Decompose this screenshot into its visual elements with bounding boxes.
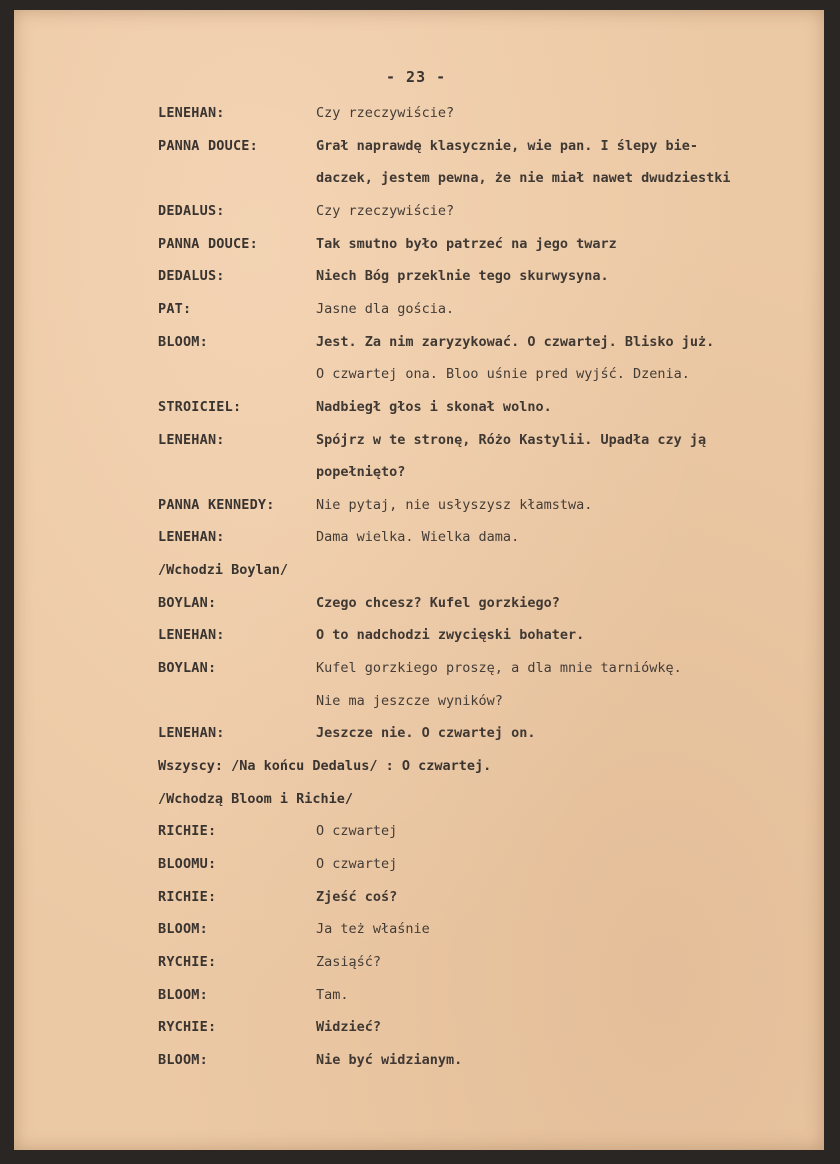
speaker-name: DEDALUS: <box>158 202 225 219</box>
typescript-page <box>14 10 824 1150</box>
dialogue-line: Widzieć? <box>316 1019 382 1036</box>
dialogue-line: O czwartej <box>316 855 398 872</box>
dialogue-line: Nie pytaj, nie usłyszysz kłamstwa. <box>316 496 593 513</box>
speaker-name: RYCHIE: <box>158 953 217 970</box>
speaker-name: LENEHAN: <box>158 529 225 546</box>
dialogue-line: O czwartej <box>316 823 398 840</box>
dialogue-line: Jest. Za nim zaryzykować. O czwartej. Blisko już. <box>316 333 715 350</box>
speaker-name: BLOOM: <box>158 1051 208 1068</box>
speaker-name: BOYLAN: <box>158 594 217 611</box>
dialogue-line: O czwartej ona. Bloo uśnie pred wyjść. Dzenia. <box>316 366 690 383</box>
page-number: - 23 - <box>386 68 447 86</box>
dialogue-line: Grał naprawdę klasycznie, wie pan. I ślepy bie- <box>316 137 699 154</box>
speaker-name: DEDALUS: <box>158 268 225 285</box>
dialogue-line: Jasne dla gościa. <box>316 300 455 317</box>
dialogue-line: Zjeść coś? <box>316 888 398 905</box>
dialogue-line: Ja też właśnie <box>316 921 430 938</box>
dialogue-line: Tak smutno było patrzeć na jego twarz <box>316 235 617 252</box>
speaker-name: PAT: <box>158 300 192 317</box>
dialogue-line: Kufel gorzkiego proszę, a dla mnie tarniówkę. <box>316 660 682 677</box>
dialogue-line: Spójrz w te stronę, Różo Kastylii. Upadła czy ją <box>316 431 707 448</box>
speaker-name: RICHIE: <box>158 888 217 905</box>
speaker-name: BLOOM: <box>158 333 208 350</box>
dialogue-line: Tam. <box>316 986 349 1003</box>
stage-direction: /Wchodzą Bloom i Richie/ <box>158 790 354 807</box>
speaker-name: RICHIE: <box>158 823 217 840</box>
dialogue-line: daczek, jestem pewna, że nie miał nawet dwudziestki <box>316 170 731 187</box>
dialogue-line: Zasiąść? <box>316 953 382 970</box>
dialogue-line: Niech Bóg przeklnie tego skurwysyna. <box>316 268 609 285</box>
dialogue-line: Czy rzeczywiście? <box>316 105 455 121</box>
dialogue-line: Nie ma jeszcze wyników? <box>316 692 503 709</box>
speaker-name: LENEHAN: <box>158 431 225 448</box>
speaker-name: LENEHAN: <box>158 725 225 742</box>
speaker-name: BLOOM: <box>158 986 208 1003</box>
speaker-name: RYCHIE: <box>158 1019 217 1036</box>
speaker-name: BOYLAN: <box>158 660 217 677</box>
speaker-name: LENEHAN: <box>158 105 225 121</box>
speaker-name: PANNA KENNEDY: <box>158 496 275 513</box>
speaker-name: PANNA DOUCE: <box>158 137 258 154</box>
speaker-name: BLOOM: <box>158 921 208 938</box>
dialogue-line: Nadbiegł głos i skonał wolno. <box>316 398 552 415</box>
speaker-name: BLOOMU: <box>158 855 217 872</box>
stage-direction: Wszyscy: /Na końcu Dedalus/ : O czwartej. <box>158 758 492 774</box>
dialogue-line: Dama wielka. Wielka dama. <box>316 529 520 546</box>
dialogue-line: Czy rzeczywiście? <box>316 202 455 219</box>
dialogue-line: Nie być widzianym. <box>316 1051 463 1068</box>
speaker-name: LENEHAN: <box>158 627 225 644</box>
dialogue-line: popełniętо? <box>316 464 406 481</box>
dialogue-line: Czego chcesz? Kufel gorzkiego? <box>316 594 560 611</box>
dialogue-line: O to nadchodzi zwycięski bohater. <box>316 627 585 644</box>
speaker-name: STROICIEL: <box>158 398 242 415</box>
speaker-name: PANNA DOUCE: <box>158 235 258 252</box>
stage-direction: /Wchodzi Boylan/ <box>158 562 289 579</box>
dialogue-line: Jeszcze nie. O czwartej on. <box>316 725 536 742</box>
